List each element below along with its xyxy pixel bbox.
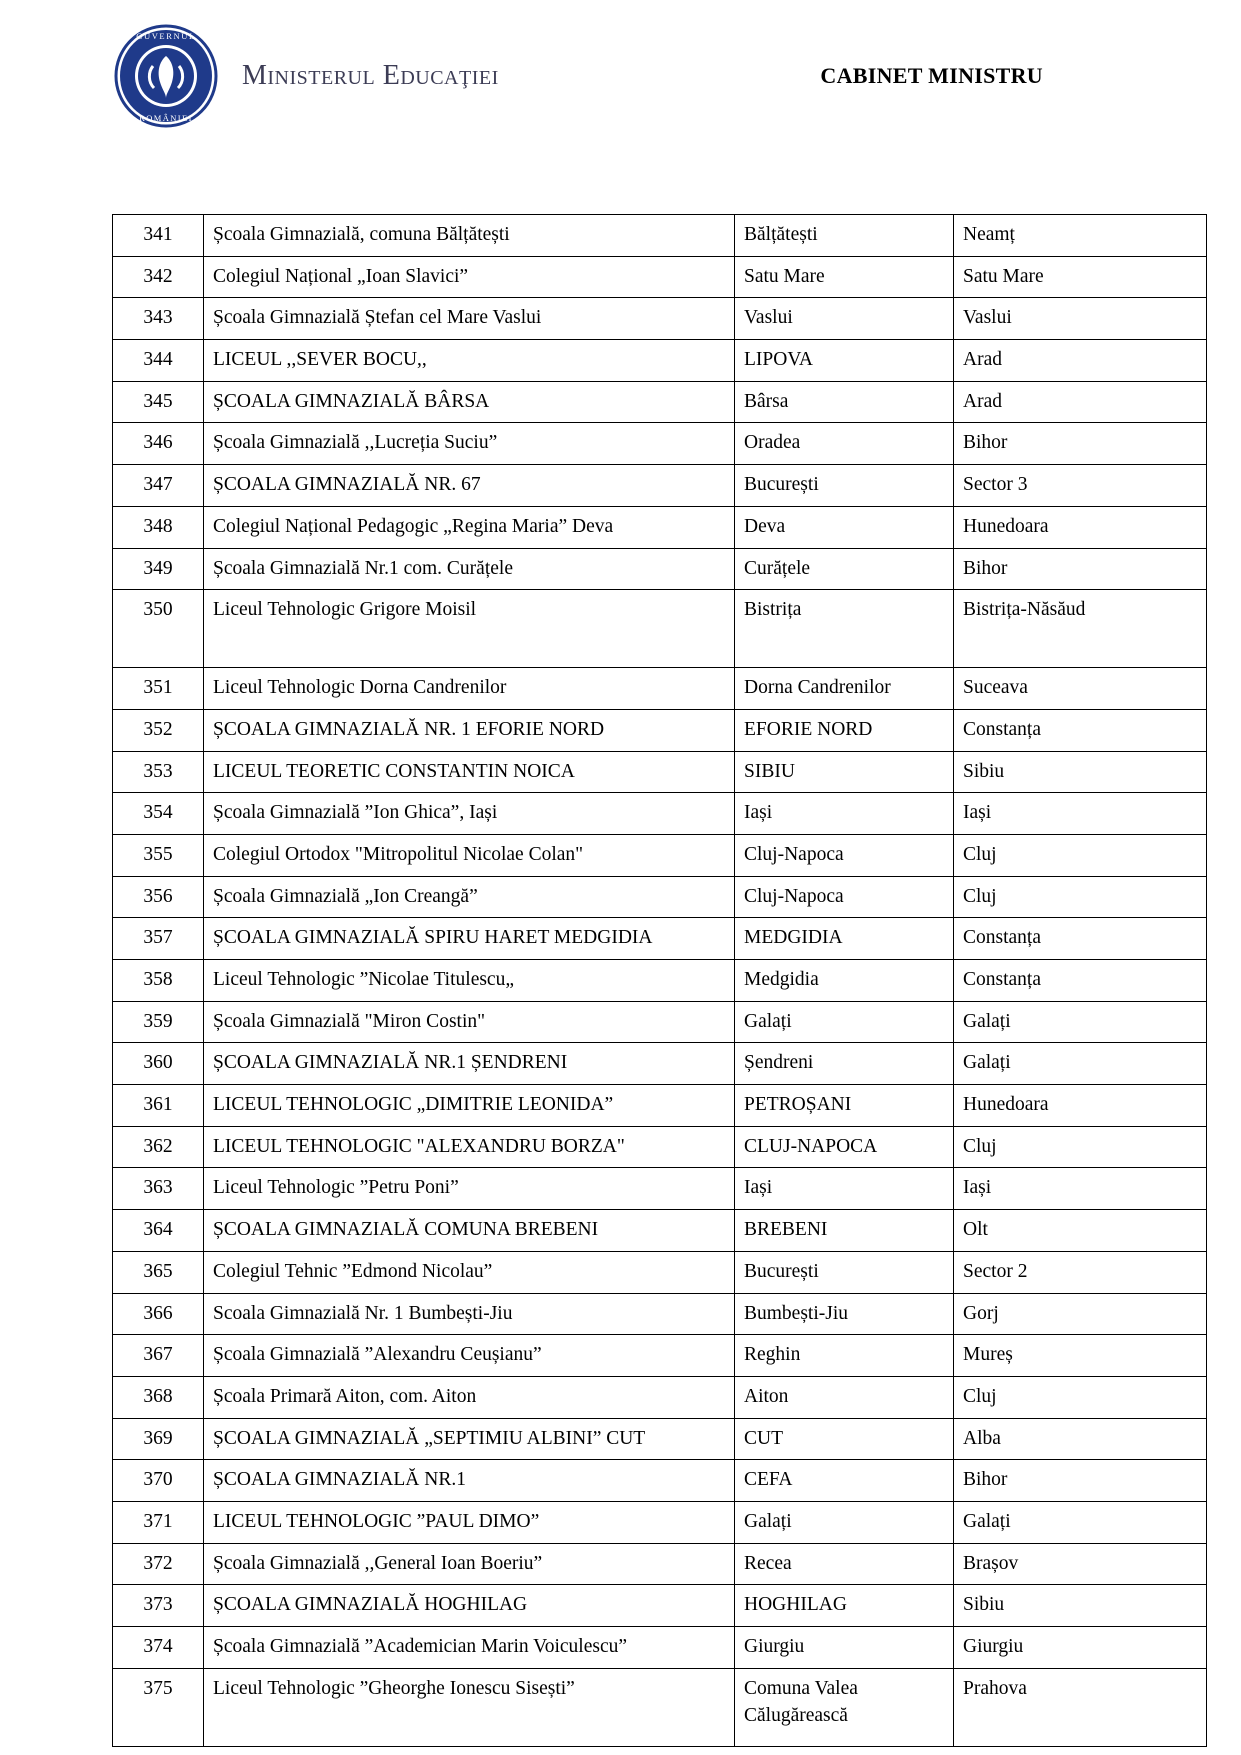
row-number: 356 [113,876,204,918]
table-row [113,1293,1207,1335]
table-row [113,1126,1207,1168]
row-number: 341 [113,215,204,257]
row-number: 375 [113,1668,204,1746]
school-name: ȘCOALA GIMNAZIALĂ BÂRSA [204,381,735,423]
table-row [113,751,1207,793]
row-number: 342 [113,256,204,298]
locality: Șendreni [735,1043,954,1085]
locality: CEFA [735,1460,954,1502]
county: Neamț [954,215,1207,257]
county: Alba [954,1418,1207,1460]
locality: Medgidia [735,960,954,1002]
table-row [113,1543,1207,1585]
table-row [113,215,1207,257]
county: Sibiu [954,751,1207,793]
locality: PETROȘANI [735,1085,954,1127]
table-row [113,918,1207,960]
locality: Iași [735,1168,954,1210]
table-row [113,506,1207,548]
locality: EFORIE NORD [735,709,954,751]
county: Bistrița-Năsăud [954,590,1207,668]
locality: Cluj-Napoca [735,834,954,876]
county: Iași [954,1168,1207,1210]
school-name: Școala Gimnazială "Miron Costin" [204,1001,735,1043]
county: Cluj [954,1376,1207,1418]
row-number: 370 [113,1460,204,1502]
row-number: 346 [113,423,204,465]
row-number: 358 [113,960,204,1002]
table-row [113,1376,1207,1418]
school-name: LICEUL TEHNOLOGIC „DIMITRIE LEONIDA” [204,1085,735,1127]
county: Gorj [954,1293,1207,1335]
table-row [113,834,1207,876]
school-name: Liceul Tehnologic ”Nicolae Titulescu„ [204,960,735,1002]
school-name: Școala Primară Aiton, com. Aiton [204,1376,735,1418]
locality: Aiton [735,1376,954,1418]
county: Constanța [954,709,1207,751]
county: Constanța [954,918,1207,960]
schools-table [112,214,1207,1747]
county: Brașov [954,1543,1207,1585]
table-row [113,1168,1207,1210]
county: Mureș [954,1335,1207,1377]
locality: București [735,1251,954,1293]
school-name: ȘCOALA GIMNAZIALĂ HOGHILAG [204,1585,735,1627]
table-row [113,1585,1207,1627]
county: Vaslui [954,298,1207,340]
row-number: 344 [113,340,204,382]
county: Hunedoara [954,506,1207,548]
county: Sector 2 [954,1251,1207,1293]
table-row [113,793,1207,835]
row-number: 360 [113,1043,204,1085]
school-name: Școala Gimnazială ”Academician Marin Voiculescu” [204,1627,735,1669]
school-name: Școala Gimnazială Nr.1 com. Curățele [204,548,735,590]
locality: Deva [735,506,954,548]
county: Cluj [954,834,1207,876]
locality: Reghin [735,1335,954,1377]
schools-table-wrapper [112,214,1131,1747]
table-row [113,1668,1207,1746]
table-row [113,1418,1207,1460]
table-row [113,548,1207,590]
ministry-title [242,60,499,92]
table-row [113,1460,1207,1502]
county: Arad [954,340,1207,382]
table-row [113,298,1207,340]
locality: Comuna Valea Călugărească [735,1668,954,1746]
row-number: 349 [113,548,204,590]
school-name: Liceul Tehnologic ”Gheorghe Ionescu Sisești” [204,1668,735,1746]
row-number: 361 [113,1085,204,1127]
table-row [113,423,1207,465]
county: Bihor [954,548,1207,590]
row-number: 364 [113,1210,204,1252]
romanian-government-crest-icon [112,22,220,130]
locality: HOGHILAG [735,1585,954,1627]
school-name: ȘCOALA GIMNAZIALĂ „SEPTIMIU ALBINI” CUT [204,1418,735,1460]
locality: Curățele [735,548,954,590]
county: Hunedoara [954,1085,1207,1127]
table-row [113,1627,1207,1669]
school-name: ȘCOALA GIMNAZIALĂ NR. 1 EFORIE NORD [204,709,735,751]
row-number: 372 [113,1543,204,1585]
school-name: Școala Gimnazială Ștefan cel Mare Vaslui [204,298,735,340]
table-row [113,1251,1207,1293]
table-row [113,1085,1207,1127]
locality: Bălțătești [735,215,954,257]
row-number: 367 [113,1335,204,1377]
county: Satu Mare [954,256,1207,298]
table-row [113,876,1207,918]
table-row [113,709,1207,751]
row-number: 366 [113,1293,204,1335]
locality: Recea [735,1543,954,1585]
school-name: Colegiul Ortodox "Mitropolitul Nicolae Colan" [204,834,735,876]
school-name: ȘCOALA GIMNAZIALĂ NR.1 ȘENDRENI [204,1043,735,1085]
locality: Dorna Candrenilor [735,668,954,710]
school-name: Scoala Gimnazială Nr. 1 Bumbești-Jiu [204,1293,735,1335]
table-row [113,1001,1207,1043]
county: Arad [954,381,1207,423]
row-number: 343 [113,298,204,340]
county: Sector 3 [954,465,1207,507]
locality: BREBENI [735,1210,954,1252]
school-name: LICEUL TEHNOLOGIC "ALEXANDRU BORZA" [204,1126,735,1168]
locality: Galați [735,1001,954,1043]
document-header [112,0,1131,123]
locality: CUT [735,1418,954,1460]
locality: Bârsa [735,381,954,423]
school-name: Școala Gimnazială, comuna Bălțătești [204,215,735,257]
county: Olt [954,1210,1207,1252]
row-number: 362 [113,1126,204,1168]
school-name: Școala Gimnazială ,,Lucreția Suciu” [204,423,735,465]
county: Galați [954,1043,1207,1085]
locality: Iași [735,793,954,835]
county: Cluj [954,876,1207,918]
school-name: Școala Gimnazială ”Ion Ghica”, Iași [204,793,735,835]
locality: CLUJ-NAPOCA [735,1126,954,1168]
county: Bihor [954,423,1207,465]
row-number: 363 [113,1168,204,1210]
locality: Vaslui [735,298,954,340]
school-name: ȘCOALA GIMNAZIALĂ NR.1 [204,1460,735,1502]
school-name: Colegiul Tehnic ”Edmond Nicolau” [204,1251,735,1293]
locality: Satu Mare [735,256,954,298]
schools-table-body [113,215,1207,1747]
school-name: LICEUL TEORETIC CONSTANTIN NOICA [204,751,735,793]
locality: MEDGIDIA [735,918,954,960]
row-number: 371 [113,1501,204,1543]
county: Galați [954,1001,1207,1043]
row-number: 353 [113,751,204,793]
locality: Giurgiu [735,1627,954,1669]
locality: Oradea [735,423,954,465]
row-number: 359 [113,1001,204,1043]
row-number: 350 [113,590,204,668]
county: Bihor [954,1460,1207,1502]
table-row [113,465,1207,507]
locality: Galați [735,1501,954,1543]
row-number: 373 [113,1585,204,1627]
locality: București [735,465,954,507]
locality: Bistrița [735,590,954,668]
county: Cluj [954,1126,1207,1168]
school-name: LICEUL TEHNOLOGIC ”PAUL DIMO” [204,1501,735,1543]
school-name: Colegiul Național Pedagogic „Regina Maria” Deva [204,506,735,548]
county: Prahova [954,1668,1207,1746]
locality: SIBIU [735,751,954,793]
county: Constanța [954,960,1207,1002]
table-row [113,590,1207,668]
school-name: Liceul Tehnologic Dorna Candrenilor [204,668,735,710]
table-row [113,1210,1207,1252]
table-row [113,340,1207,382]
table-row [113,1043,1207,1085]
school-name: ȘCOALA GIMNAZIALĂ NR. 67 [204,465,735,507]
row-number: 354 [113,793,204,835]
locality: Bumbești-Jiu [735,1293,954,1335]
school-name: LICEUL ,,SEVER BOCU,, [204,340,735,382]
table-row [113,381,1207,423]
table-row [113,668,1207,710]
svg-text:GUVERNUL: GUVERNUL [136,31,196,41]
school-name: Școala Gimnazială ”Alexandru Ceușianu” [204,1335,735,1377]
school-name: Liceul Tehnologic Grigore Moisil [204,590,735,668]
locality: Cluj-Napoca [735,876,954,918]
row-number: 348 [113,506,204,548]
school-name: Școala Gimnazială ,,General Ioan Boeriu” [204,1543,735,1585]
table-row [113,256,1207,298]
county: Galați [954,1501,1207,1543]
cabinet-title: CABINET MINISTRU [820,63,1043,88]
svg-text:ROMÂNIEI: ROMÂNIEI [139,113,193,123]
school-name: ȘCOALA GIMNAZIALĂ COMUNA BREBENI [204,1210,735,1252]
row-number: 374 [113,1627,204,1669]
school-name: Liceul Tehnologic ”Petru Poni” [204,1168,735,1210]
table-row [113,960,1207,1002]
school-name: ȘCOALA GIMNAZIALĂ SPIRU HARET MEDGIDIA [204,918,735,960]
county: Iași [954,793,1207,835]
table-row [113,1501,1207,1543]
row-number: 352 [113,709,204,751]
row-number: 345 [113,381,204,423]
locality: LIPOVA [735,340,954,382]
ministry-title-text: Ministerul Educaţiei [242,60,499,91]
row-number: 368 [113,1376,204,1418]
school-name: Școala Gimnazială „Ion Creangă” [204,876,735,918]
row-number: 355 [113,834,204,876]
row-number: 347 [113,465,204,507]
table-row [113,1335,1207,1377]
school-name: Colegiul Național „Ioan Slavici” [204,256,735,298]
row-number: 365 [113,1251,204,1293]
row-number: 351 [113,668,204,710]
row-number: 357 [113,918,204,960]
county: Giurgiu [954,1627,1207,1669]
row-number: 369 [113,1418,204,1460]
county: Suceava [954,668,1207,710]
county: Sibiu [954,1585,1207,1627]
